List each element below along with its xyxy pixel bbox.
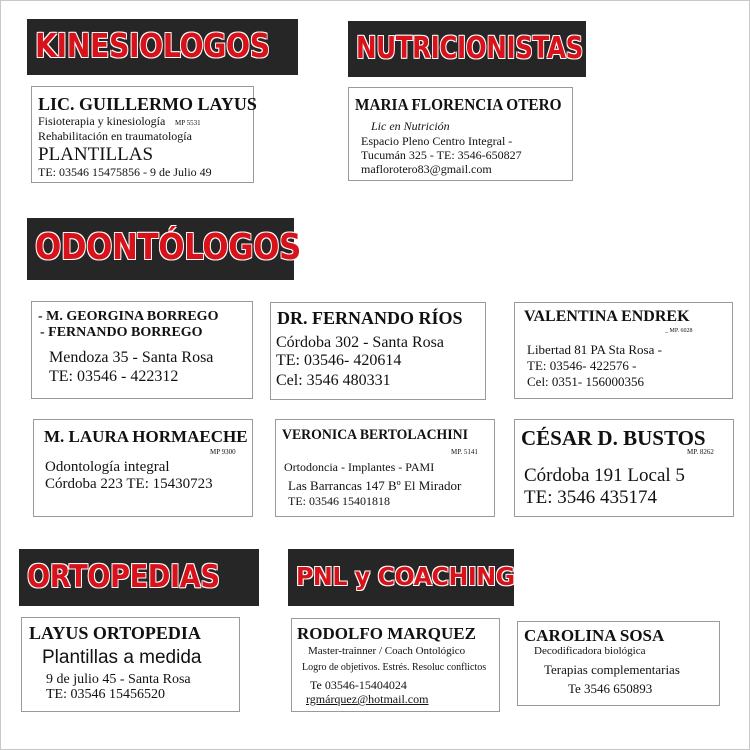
card-license: _ MP. 6028 [665,328,693,334]
section-banner-pnl [288,549,514,606]
card-guillermo-layus [31,86,257,183]
card-name: RODOLFO MARQUEZ [297,624,476,643]
card-fernando-rios [270,302,486,400]
card-phone: TE: 03546- 420614 [276,352,402,369]
card-license: MP 9300 [210,448,236,456]
card-carolina-sosa [517,621,720,706]
section-banner-nutricionistas [348,21,586,77]
card-specialty: Odontología integral [45,459,170,475]
card-email: maflorotero83@gmail.com [361,162,492,176]
card-services: Logro de objetivos. Estrés. Resoluc conflictos [302,662,487,673]
card-name: VERONICA BERTOLACHINI [282,427,468,443]
card-cesar-bustos [514,419,734,517]
section-banner-odontologos [27,218,301,280]
card-address: Córdoba 191 Local 5 [524,465,685,486]
card-name-2: - FERNANDO BORREGO [40,325,203,340]
card-specialty: Ortodoncia - Implantes - PAMI [284,460,435,474]
card-email: rgmárquez@hotmail.com [306,692,429,706]
section-title-pnl: PNL y COACHING [296,562,515,591]
card-phone: TE: 03546 15456520 [46,687,165,702]
card-service: Plantillas a medida [42,647,202,668]
card-contact: TE: 03546 15475856 - 9 de Julio 49 [38,165,212,179]
card-cell: Cel: 3546 480331 [276,372,391,389]
card-specialty-2: Rehabilitación en traumatología [38,129,192,143]
card-veronica-bertolachini [275,419,495,517]
card-service: PLANTILLAS [38,144,154,165]
card-name: LAYUS ORTOPEDIA [29,623,201,643]
card-address-1: Espacio Pleno Centro Integral - [361,134,513,148]
card-layus-ortopedia [21,617,240,712]
card-title: Master-trainner / Coach Ontológico [308,645,466,657]
section-title-odontologos: ODONTÓLOGOS [35,227,301,268]
card-cell: Cel: 0351- 156000356 [527,374,644,389]
card-contact: Córdoba 223 TE: 15430723 [45,476,213,492]
section-title-kinesiologos: KINESIOLOGOS [35,26,270,65]
card-address: Las Barrancas 147 Bº El Mirador [288,478,462,493]
card-specialty: Decodificadora biológica [534,645,646,657]
card-license: MP. 5141 [451,448,478,456]
card-name-1: - M. GEORGINA BORREGO [38,309,219,324]
card-maria-florencia-otero [348,87,573,181]
card-name: VALENTINA ENDREK [524,308,690,325]
card-specialty-2: Terapias complementarias [544,662,680,677]
card-phone: TE: 03546 - 422312 [49,368,179,385]
card-phone: TE: 3546 435174 [524,487,657,508]
card-laura-hormaeche [33,419,253,517]
section-title-ortopedias: ORTOPEDIAS [27,559,220,595]
card-rodolfo-marquez [291,618,500,712]
card-phone: TE: 03546- 422576 - [527,358,637,373]
card-phone: TE: 03546 15401818 [288,494,390,508]
card-license: MP 5531 [175,119,201,127]
card-specialty: Fisioterapia y kinesiología [38,114,166,128]
card-name: DR. FERNANDO RÍOS [277,308,463,328]
card-address: Córdoba 302 - Santa Rosa [276,334,444,351]
card-name: CAROLINA SOSA [524,626,665,645]
card-address: 9 de julio 45 - Santa Rosa [46,672,191,687]
card-name: CÉSAR D. BUSTOS [521,426,706,450]
card-name: MARIA FLORENCIA OTERO [355,95,562,114]
card-title: Lic en Nutrición [371,119,450,133]
section-banner-kinesiologos [27,19,298,75]
card-license: MP. 8262 [687,448,714,456]
card-phone: Te 3546 650893 [568,681,653,696]
card-phone: Te 03546-15404024 [310,678,407,692]
card-address: Mendoza 35 - Santa Rosa [49,349,214,366]
section-banner-ortopedias [19,549,259,606]
card-name: LIC. GUILLERMO LAYUS [38,94,257,114]
card-address-2: Tucumán 325 - TE: 3546-650827 [361,148,522,162]
card-valentina-endrek [514,302,733,399]
section-title-nutricionistas: NUTRICIONISTAS [356,31,583,66]
card-name: M. LAURA HORMAECHE [44,427,248,446]
card-address: Libertad 81 PA Sta Rosa - [527,342,662,357]
card-borrego [31,301,253,399]
